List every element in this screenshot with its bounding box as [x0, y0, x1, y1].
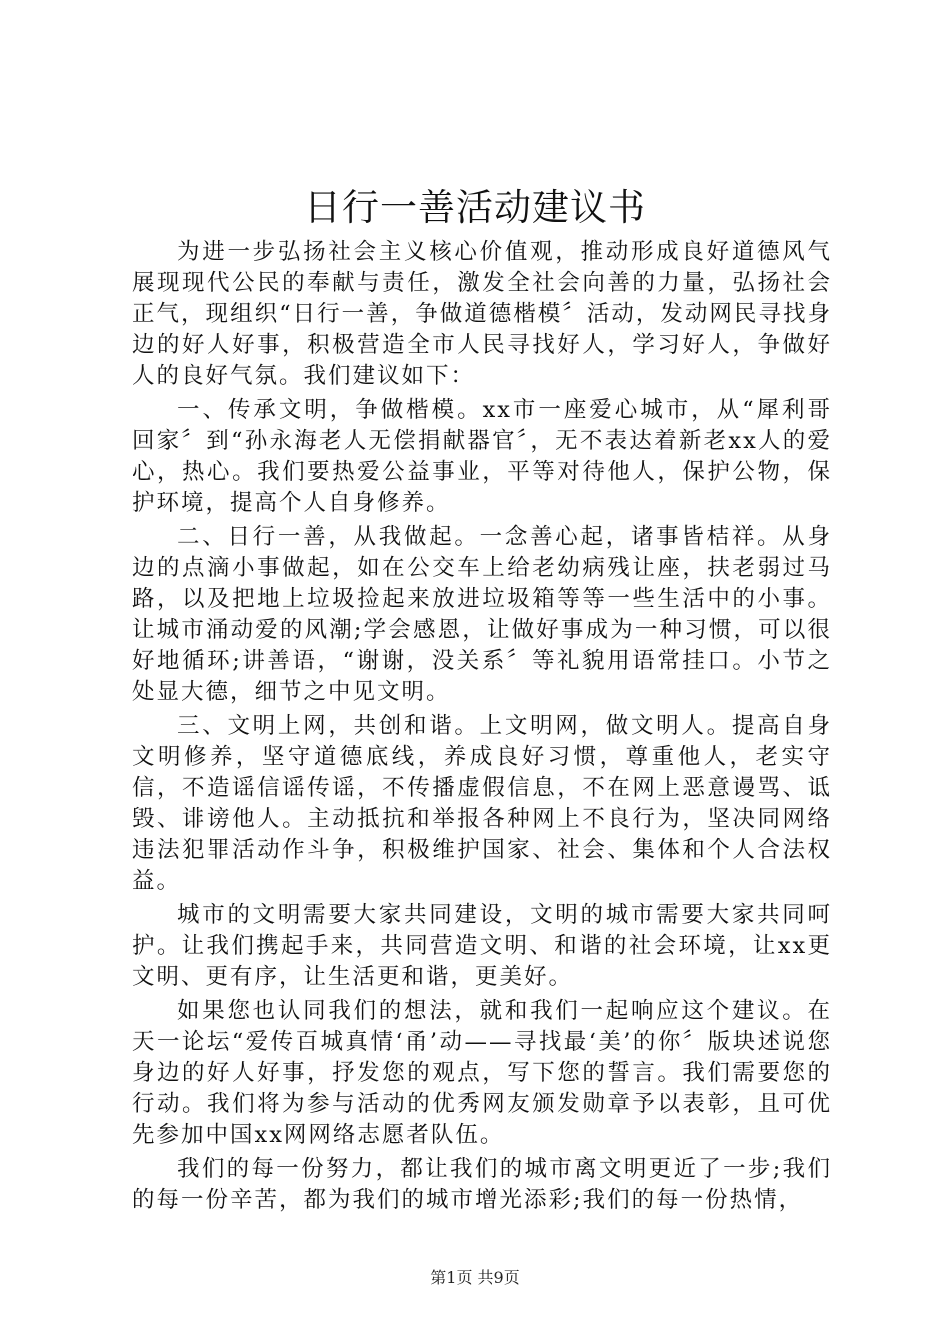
paragraph-intro: 为进一步弘扬社会主义核心价值观，推动形成良好道德风气展现现代公民的奉献与责任，激发全社会向善的力量，弘扬社会正气，现组织“日行一善，争做道德楷模〞活动，发动网民寻找身边的好人好事，积极营造全市人民寻找好人，学习好人，争做好人的良好气氛。我们建议如下：: [132, 239, 832, 389]
paragraph-call-to-action: 城市的文明需要大家共同建设，文明的城市需要大家共同呵护。让我们携起手来，共同营造文明、和谐的社会环境，让xx更文明、更有序，让生活更和谐，更美好。: [132, 902, 832, 990]
paragraph-section-3: 三、文明上网，共创和谐。上文明网，做文明人。提高自身文明修养，坚守道德底线，养成良好习惯，尊重他人，老实守信，不造谣信谣传谣，不传播虚假信息，不在网上恶意谩骂、诋毁、诽谤他人。主动抵抗和举报各种网上不良行为，坚决同网络违法犯罪活动作斗争，积极维护国家、社会、集体和个人合法权益。: [132, 713, 832, 894]
document-body: [132, 237, 832, 1219]
paragraph-forum-invite: 如果您也认同我们的想法，就和我们一起响应这个建议。在天一论坛“爱传百城真情‘甬’动——寻找最‘美’的你〞版块述说您身边的好人好事，抒发您的观点，写下您的誓言。我们需要您的行动。我们将为参与活动的优秀网友颁发勋章予以表彰，且可优先参加中国xx网网络志愿者队伍。: [132, 998, 832, 1148]
paragraph-section-2: 二、日行一善，从我做起。一念善心起，诸事皆桔祥。从身边的点滴小事做起，如在公交车上给老幼病残让座，扶老弱过马路，以及把地上垃圾捡起来放进垃圾箱等等一些生活中的小事。让城市涌动爱的风潮;学会感恩，让做好事成为一种习惯，可以很好地循环;讲善语，“谢谢，没关系〞等礼貌用语常挂口。小节之处显大德，细节之中见文明。: [132, 524, 832, 705]
paragraph-section-1: 一、传承文明，争做楷模。xx市一座爱心城市，从“犀利哥回家〞到“孙永海老人无偿捐献器官〞，无不表达着新老xx人的爱心，热心。我们要热爱公益事业，平等对待他人，保护公物，保护环境，提高个人自身修养。: [132, 397, 832, 516]
document-title: 日行一善活动建议书: [304, 186, 646, 229]
paragraph-closing: 我们的每一份努力，都让我们的城市离文明更近了一步;我们的每一份辛苦，都为我们的城市增光添彩;我们的每一份热情，: [132, 1156, 832, 1213]
page-number-footer: 第1页 共9页: [430, 1268, 520, 1287]
